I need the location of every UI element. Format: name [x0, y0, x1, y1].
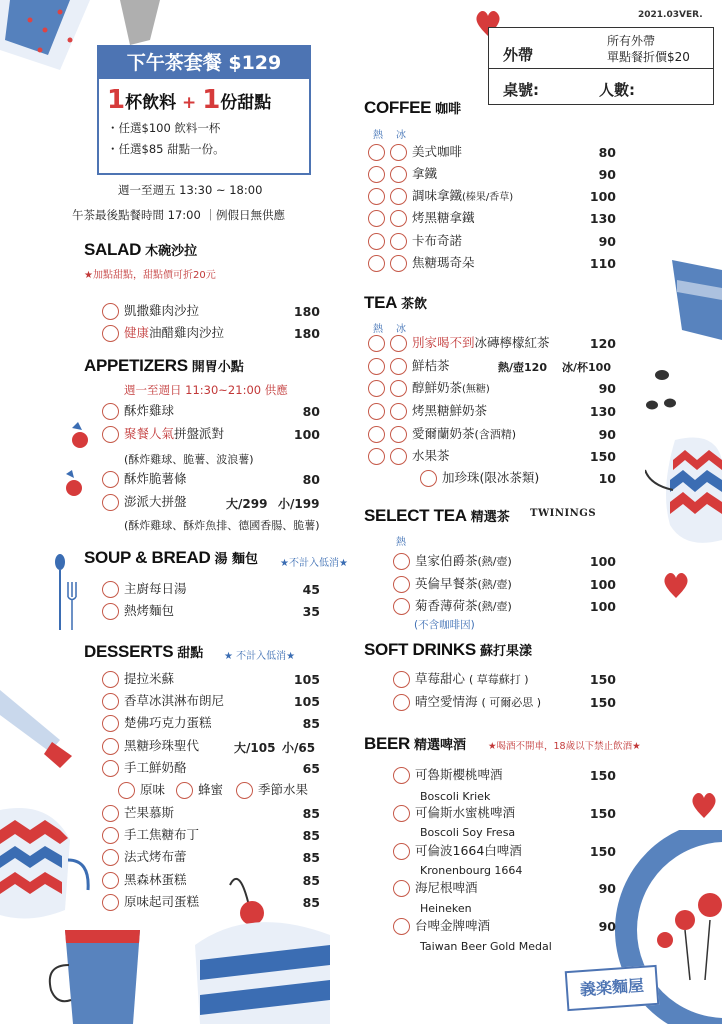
hot-check-circle-icon[interactable] — [368, 358, 385, 375]
item-price: 85 — [302, 828, 320, 843]
section-tea: TEA 茶飲 — [364, 293, 428, 312]
check-circle-icon[interactable] — [102, 894, 119, 911]
item-price: 85 — [302, 806, 320, 821]
item-price-large: 大/105 — [234, 741, 276, 755]
menu-item[interactable]: 酥炸雞球 — [102, 400, 174, 422]
item-price: 150 — [589, 449, 616, 464]
item-price: 180 — [293, 326, 320, 341]
hot-check-circle-icon[interactable] — [368, 210, 385, 227]
menu-item[interactable]: 烤黑糖拿鐵 — [368, 207, 475, 229]
hot-check-circle-icon[interactable] — [368, 233, 385, 250]
item-price-small: 小/65 — [282, 741, 316, 755]
item-price-large: 大/299 — [226, 497, 268, 511]
addon-item[interactable]: 加珍珠(限冰茶類) — [420, 467, 539, 489]
hot-check-circle-icon[interactable] — [368, 166, 385, 183]
section-salad: SALAD 木碗沙拉 — [84, 240, 198, 259]
check-circle-icon[interactable] — [102, 872, 119, 889]
item-price: 90 — [598, 234, 616, 249]
menu-item[interactable]: 原味起司蛋糕 — [102, 891, 199, 913]
afternoon-tea-last-order: 午茶最後點餐時間 17:00 ｜例假日無供應 — [72, 208, 285, 222]
version-label: 2021.03VER. — [638, 10, 703, 20]
check-circle-icon[interactable] — [102, 715, 119, 732]
fork-spoon-icon — [50, 552, 80, 632]
item-price-small: 小/199 — [278, 497, 320, 511]
teapot-decoration — [645, 430, 722, 550]
takeout-box — [488, 27, 714, 105]
afternoon-tea-promo — [97, 45, 311, 175]
item-price-cold: 冰/杯100 — [562, 361, 611, 374]
item-price: 100 — [589, 554, 616, 569]
item-price: 85 — [302, 850, 320, 865]
promo-combo: 1杯飲料 + 1份甜點 — [107, 85, 272, 115]
menu-item[interactable]: 英倫早餐茶(熱/壺) — [393, 573, 512, 595]
hot-check-circle-icon[interactable] — [368, 255, 385, 272]
flavor-option[interactable]: 季節水果 — [236, 779, 308, 801]
menu-item[interactable]: 台啤金牌啤酒 — [393, 915, 490, 937]
menu-item[interactable]: 法式烤布蕾 — [102, 846, 187, 868]
takeout-discount: 單點餐折價$20 — [607, 50, 690, 64]
item-price: 90 — [598, 881, 616, 896]
menu-item[interactable]: 調味拿鐵(榛果/香草) — [368, 185, 513, 207]
item-description: (酥炸雞球、酥炸魚排、德國香腸、脆薯) — [124, 519, 320, 532]
afternoon-tea-hours: 週一至週五 13:30 ~ 18:00 — [118, 183, 263, 197]
check-circle-icon[interactable] — [102, 693, 119, 710]
check-circle-icon[interactable] — [102, 760, 119, 777]
menu-item[interactable]: 拿鐵 — [368, 163, 437, 185]
check-circle-icon[interactable] — [420, 470, 437, 487]
menu-item[interactable]: 別家喝不到冰磚檸檬紅茶 — [368, 332, 550, 354]
menu-item[interactable]: 美式咖啡 — [368, 141, 462, 163]
check-circle-icon[interactable] — [236, 782, 253, 799]
check-circle-icon[interactable] — [393, 598, 410, 615]
check-circle-icon[interactable] — [393, 694, 410, 711]
section-beer: BEER 精選啤酒 — [364, 734, 467, 753]
menu-item[interactable]: 水果茶 — [368, 445, 450, 467]
item-price: 100 — [293, 427, 320, 442]
item-price: 85 — [302, 716, 320, 731]
menu-item[interactable]: 楚佛巧克力蛋糕 — [102, 712, 212, 734]
item-english-name: Heineken — [420, 902, 472, 915]
hot-label: 熱 — [373, 130, 383, 141]
item-price: 35 — [302, 604, 320, 619]
menu-item[interactable]: 凱撒雞肉沙拉 — [102, 300, 199, 322]
hot-check-circle-icon[interactable] — [368, 403, 385, 420]
item-price: 150 — [589, 768, 616, 783]
check-circle-icon[interactable] — [393, 805, 410, 822]
menu-item[interactable]: 晴空愛情海 ( 可爾必思 ) — [393, 691, 541, 713]
restaurant-logo — [565, 965, 660, 1011]
item-price: 65 — [302, 761, 320, 776]
menu-item[interactable]: 鮮桔茶 — [368, 355, 450, 377]
menu-item[interactable]: 可魯斯櫻桃啤酒 — [393, 764, 503, 786]
cold-check-circle-icon[interactable] — [390, 358, 407, 375]
cold-check-circle-icon[interactable] — [390, 448, 407, 465]
item-english-name: Boscoli Soy Fresa — [420, 826, 516, 839]
hot-check-circle-icon[interactable] — [368, 144, 385, 161]
hot-check-circle-icon[interactable] — [368, 426, 385, 443]
section-soup-bread: SOUP & BREAD 湯 麵包 — [84, 548, 258, 567]
menu-item[interactable]: 愛爾蘭奶茶(含酒精) — [368, 423, 516, 445]
sugar-stick-decoration — [0, 690, 75, 770]
menu-item[interactable]: 主廚每日湯 — [102, 578, 187, 600]
menu-item[interactable]: 卡布奇諾 — [368, 230, 462, 252]
check-circle-icon[interactable] — [102, 671, 119, 688]
item-price: 180 — [293, 304, 320, 319]
check-circle-icon[interactable] — [102, 471, 119, 488]
cold-check-circle-icon[interactable] — [390, 335, 407, 352]
desserts-note: ★ 不計入低消★ — [224, 651, 296, 662]
menu-item[interactable]: 香草冰淇淋布朗尼 — [102, 690, 224, 712]
cold-check-circle-icon[interactable] — [390, 255, 407, 272]
check-circle-icon[interactable] — [102, 303, 119, 320]
cold-check-circle-icon[interactable] — [390, 188, 407, 205]
cold-check-circle-icon[interactable] — [390, 166, 407, 183]
menu-item[interactable]: 菊香薄荷茶(熱/壺) — [393, 595, 512, 617]
cold-check-circle-icon[interactable] — [390, 426, 407, 443]
menu-item[interactable]: 健康油醋雞肉沙拉 — [102, 322, 224, 344]
menu-item[interactable]: 烤黑糖鮮奶茶 — [368, 400, 487, 422]
item-description: (酥炸雞球、脆薯、波浪薯) — [124, 453, 254, 466]
item-price: 150 — [589, 844, 616, 859]
check-circle-icon[interactable] — [102, 581, 119, 598]
section-desserts: DESSERTS 甜點 — [84, 642, 204, 661]
item-price: 10 — [598, 471, 616, 486]
flavor-option[interactable]: 原味 — [118, 779, 165, 801]
section-select-tea: SELECT TEA 精選茶 — [364, 506, 510, 525]
item-price: 45 — [302, 582, 320, 597]
item-price: 85 — [302, 895, 320, 910]
item-price: 150 — [589, 695, 616, 710]
heart-icon — [690, 790, 718, 820]
flower-decoration — [62, 418, 92, 498]
hot-check-circle-icon[interactable] — [368, 380, 385, 397]
logo-text: 義楽麵屋 — [579, 975, 645, 1000]
item-price: 90 — [598, 427, 616, 442]
coffee-beans-icon — [640, 365, 680, 415]
item-price: 90 — [598, 919, 616, 934]
promo-dessert-option: ・任選$85 甜點一份。 — [107, 142, 225, 156]
section-coffee: COFFEE 咖啡 — [364, 98, 462, 117]
check-circle-icon[interactable] — [102, 738, 119, 755]
check-circle-icon[interactable] — [102, 603, 119, 620]
menu-item[interactable]: 草莓甜心 ( 草莓蘇打 ) — [393, 668, 529, 690]
item-price: 100 — [589, 599, 616, 614]
hot-check-circle-icon[interactable] — [368, 188, 385, 205]
cold-label: 冰 — [396, 324, 406, 335]
hot-check-circle-icon[interactable] — [368, 335, 385, 352]
item-price: 90 — [598, 381, 616, 396]
check-circle-icon[interactable] — [102, 403, 119, 420]
check-circle-icon[interactable] — [393, 671, 410, 688]
menu-item[interactable]: 酥炸脆薯條 — [102, 468, 187, 490]
cold-check-circle-icon[interactable] — [390, 233, 407, 250]
table-number-label: 桌號: — [503, 81, 539, 99]
salad-note: ★加點甜點，甜點價可折20元 — [84, 270, 216, 281]
item-price: 90 — [598, 167, 616, 182]
cold-check-circle-icon[interactable] — [390, 380, 407, 397]
check-circle-icon[interactable] — [102, 494, 119, 511]
hot-label: 熱 — [396, 537, 406, 548]
item-price: 80 — [598, 145, 616, 160]
check-circle-icon[interactable] — [393, 843, 410, 860]
item-price: 105 — [293, 672, 320, 687]
menu-item[interactable]: 可倫波1664白啤酒 — [393, 840, 522, 862]
menu-item[interactable]: 聚餐人氣拼盤派對 — [102, 423, 224, 445]
item-price: 110 — [589, 256, 616, 271]
check-circle-icon[interactable] — [393, 880, 410, 897]
item-price: 105 — [293, 694, 320, 709]
check-circle-icon[interactable] — [118, 782, 135, 799]
teapot-decoration — [0, 800, 90, 924]
check-circle-icon[interactable] — [102, 849, 119, 866]
section-appetizers: APPETIZERS 開胃小點 — [84, 356, 244, 375]
cup-decoration — [662, 260, 722, 350]
cold-check-circle-icon[interactable] — [390, 144, 407, 161]
check-circle-icon[interactable] — [102, 426, 119, 443]
menu-item[interactable]: 黑糖珍珠聖代 — [102, 735, 199, 757]
check-circle-icon[interactable] — [102, 805, 119, 822]
takeout-note: 所有外帶 — [607, 34, 656, 48]
menu-item[interactable]: 黑森林蛋糕 — [102, 869, 187, 891]
check-circle-icon[interactable] — [102, 325, 119, 342]
check-circle-icon[interactable] — [393, 918, 410, 935]
cold-check-circle-icon[interactable] — [390, 210, 407, 227]
check-circle-icon[interactable] — [176, 782, 193, 799]
section-soft-drinks: SOFT DRINKS 蘇打果漾 — [364, 640, 532, 659]
item-price: 85 — [302, 873, 320, 888]
caffeine-free-note: (不含咖啡因) — [414, 619, 475, 631]
menu-item[interactable]: 澎派大拼盤 — [102, 491, 187, 513]
item-price: 80 — [302, 472, 320, 487]
item-price: 120 — [589, 336, 616, 351]
menu-item[interactable]: 熱烤麵包 — [102, 600, 174, 622]
menu-item[interactable]: 可倫斯水蜜桃啤酒 — [393, 802, 515, 824]
cold-label: 冰 — [396, 130, 406, 141]
item-price: 130 — [589, 404, 616, 419]
item-price: 80 — [302, 404, 320, 419]
menu-item[interactable]: 海尼根啤酒 — [393, 877, 478, 899]
appetizers-hours-note: 週一至週日 11:30~21:00 供應 — [124, 383, 288, 397]
promo-title: 下午茶套餐 $129 — [99, 47, 309, 79]
item-english-name: Kronenbourg 1664 — [420, 864, 523, 877]
item-price: 150 — [589, 672, 616, 687]
item-price: 100 — [589, 577, 616, 592]
item-price: 150 — [589, 806, 616, 821]
promo-drink-option: ・任選$100 飲料一杯 — [107, 121, 221, 135]
menu-item[interactable]: 芒果慕斯 — [102, 802, 174, 824]
check-circle-icon[interactable] — [393, 576, 410, 593]
item-english-name: Boscoli Kriek — [420, 790, 491, 803]
flavor-option[interactable]: 蜂蜜 — [176, 779, 223, 801]
heart-icon — [662, 570, 690, 600]
hot-label: 熱 — [373, 324, 383, 335]
hot-check-circle-icon[interactable] — [368, 448, 385, 465]
soup-note: ★不計入低消★ — [280, 558, 348, 569]
people-count-label: 人數: — [599, 81, 635, 99]
item-english-name: Taiwan Beer Gold Medal — [420, 940, 552, 953]
item-price-hot: 熱/壺120 — [498, 361, 547, 374]
cake-decoration — [190, 865, 340, 1024]
menu-item[interactable]: 提拉米蘇 — [102, 668, 174, 690]
menu-item[interactable]: 焦糖瑪奇朵 — [368, 252, 475, 274]
check-circle-icon[interactable] — [102, 827, 119, 844]
cup-decoration — [45, 925, 145, 1024]
menu-item[interactable]: 手工焦糖布丁 — [102, 824, 199, 846]
takeout-label: 外帶 — [503, 46, 534, 64]
check-circle-icon[interactable] — [393, 553, 410, 570]
beer-warning-note: ★喝酒不開車，18歲以下禁止飲酒★ — [488, 741, 641, 752]
cold-check-circle-icon[interactable] — [390, 403, 407, 420]
check-circle-icon[interactable] — [393, 767, 410, 784]
item-price: 100 — [589, 189, 616, 204]
twinings-logo: TWININGS — [530, 508, 597, 519]
menu-item[interactable]: 皇家伯爵茶(熱/壺) — [393, 550, 512, 572]
item-price: 130 — [589, 211, 616, 226]
menu-item[interactable]: 醇鮮奶茶(無糖) — [368, 377, 490, 399]
menu-item[interactable]: 手工鮮奶酪 — [102, 757, 187, 779]
